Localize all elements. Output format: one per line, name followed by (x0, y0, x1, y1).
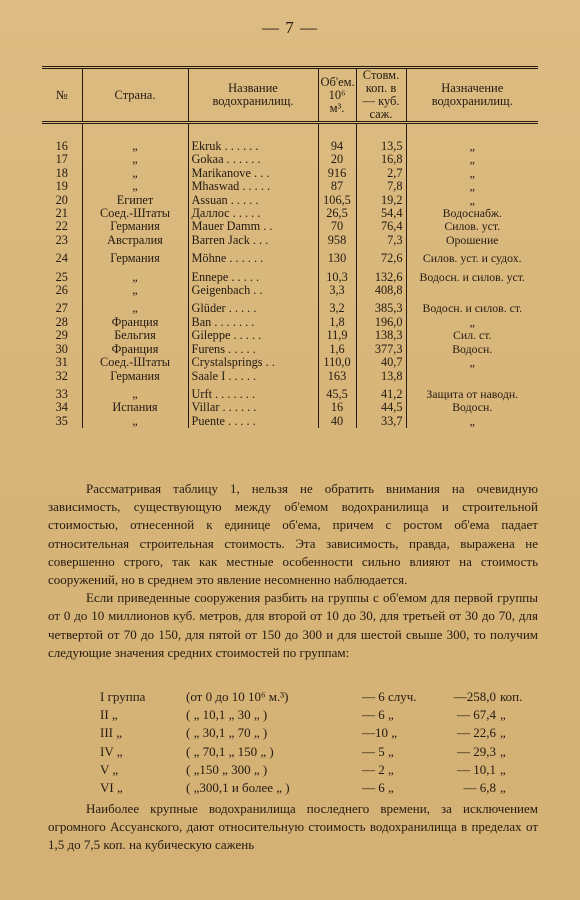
cell-country: „ (82, 415, 188, 428)
cell-num: 22 (55, 219, 68, 234)
cell-num: 23 (55, 232, 68, 247)
table-row (42, 343, 538, 356)
cell-cost: 138,3 (356, 329, 406, 342)
cell-cost: 385,3 (356, 302, 406, 315)
group-cost: — 10,1 (457, 761, 496, 777)
table-row (42, 167, 538, 180)
cell-volume: 163 (318, 370, 356, 383)
group-row (100, 724, 506, 742)
cell-num: 34 (55, 400, 68, 415)
cell-volume: 10,3 (318, 271, 356, 284)
group-range: ( „300,1 и более „ ) (186, 779, 290, 795)
cell-name: Furens . . . . . (188, 343, 318, 356)
paragraph-2: Если приведенные сооружения разбить на группы с об'емом для первой группы от 0 до 10 миллионов куб. метров, для второй от 10 до 30, для третьей от 30 до 70, для четвертой от 70 до 150, для пятой от 150 до 300 и для шестой свыше 300, то получим следующие значения средних стоимостей по группам: (48, 590, 538, 660)
cell-use: „ (406, 194, 538, 207)
cell-country: Египет (82, 194, 188, 207)
table-row (42, 415, 538, 428)
cell-num: 27 (55, 301, 68, 316)
cell-country: Соед.-Штаты (82, 356, 188, 369)
cell-use: Водосн. (406, 401, 538, 414)
cell-name: Villar . . . . . . (188, 401, 318, 414)
cell-name: Crystalsprings . . (188, 356, 318, 369)
page-number: — 7 — (262, 18, 318, 37)
table-spacer (42, 123, 538, 141)
cell-country: „ (82, 167, 188, 180)
cell-cost: 76,4 (356, 220, 406, 233)
cell-volume: 20 (318, 153, 356, 166)
group-roman: I группа (100, 689, 146, 704)
closing-text (48, 800, 538, 855)
cell-use: Защита от наводн. (406, 388, 538, 401)
cell-use: Силов. уст. и судох. (406, 252, 538, 265)
cell-use: „ (406, 415, 538, 428)
cell-cost: 377,3 (356, 343, 406, 356)
group-range: ( „ 10,1 „ 30 „ ) (186, 707, 268, 723)
group-roman: VI „ (100, 779, 123, 795)
table-row (42, 316, 538, 329)
header-cost: Стовм. коп. в — куб. саж. (356, 68, 406, 123)
group-cost: — 6,8 (463, 779, 496, 795)
group-cost: —258,0 (453, 689, 496, 704)
table-row (42, 140, 538, 153)
cell-cost: 54,4 (356, 207, 406, 220)
cell-name: Mauer Damm . . (188, 220, 318, 233)
cell-country: Соед.-Штаты (82, 207, 188, 220)
cell-country: Германия (82, 252, 188, 265)
cell-country: „ (82, 388, 188, 401)
table-row (42, 271, 538, 284)
cell-volume: 16 (318, 401, 356, 414)
cell-country: Германия (82, 370, 188, 383)
cell-num: 21 (55, 206, 68, 221)
header-country: Страна. (82, 68, 188, 123)
cell-name: Assuan . . . . . (188, 194, 318, 207)
cell-volume: 1,6 (318, 343, 356, 356)
group-roman: II „ (100, 707, 118, 723)
cell-use: „ (406, 153, 538, 166)
group-range: ( „ 30,1 „ 70 „ ) (186, 725, 268, 741)
group-range: ( „150 „ 300 „ ) (186, 761, 268, 777)
cell-country: Франция (82, 343, 188, 356)
cell-cost: 13,5 (356, 140, 406, 153)
cell-num: 17 (55, 152, 68, 167)
cell-country: Франция (82, 316, 188, 329)
cell-volume: 26,5 (318, 207, 356, 220)
cell-cost: 33,7 (356, 415, 406, 428)
cell-use: „ (406, 140, 538, 153)
cell-name: Marikanove . . . (188, 167, 318, 180)
cell-cost: 19,2 (356, 194, 406, 207)
table-row (42, 194, 538, 207)
cell-name: Möhne . . . . . . (188, 252, 318, 265)
group-row (100, 761, 506, 779)
cell-use (406, 284, 538, 297)
cell-cost: 196,0 (356, 316, 406, 329)
cell-volume: 916 (318, 167, 356, 180)
cell-use: „ (406, 180, 538, 193)
group-range: ( „ 70,1 „ 150 „ ) (186, 743, 274, 759)
cell-use: „ (406, 167, 538, 180)
cell-country: „ (82, 153, 188, 166)
cell-name: Puente . . . . . (188, 415, 318, 428)
cell-country: „ (82, 140, 188, 153)
group-range: (от 0 до 10 10⁶ м.³) (186, 689, 289, 704)
group-unit: коп. (500, 689, 523, 704)
group-roman: III „ (100, 725, 123, 741)
cell-name: Ekruk . . . . . . (188, 140, 318, 153)
table-row (42, 234, 538, 247)
table-row (42, 180, 538, 193)
group-unit: „ (500, 725, 506, 741)
table-row (42, 252, 538, 265)
cell-name: Ennepe . . . . . (188, 271, 318, 284)
cell-country: Германия (82, 220, 188, 233)
cell-volume: 110,0 (318, 356, 356, 369)
cell-cost: 44,5 (356, 401, 406, 414)
cell-use: „ (406, 356, 538, 369)
cell-country: „ (82, 302, 188, 315)
cell-use (406, 370, 538, 383)
group-row (100, 688, 523, 706)
cell-num: 35 (55, 413, 68, 428)
cell-cost: 72,6 (356, 252, 406, 265)
table-row (42, 329, 538, 342)
cell-volume: 87 (318, 180, 356, 193)
cell-use: Силов. уст. (406, 220, 538, 233)
table-header-row (42, 68, 538, 123)
cell-use: Водосн. и силов. уст. (406, 271, 538, 284)
cell-volume: 3,3 (318, 284, 356, 297)
group-roman: V „ (100, 761, 119, 777)
cell-num: 32 (55, 368, 68, 383)
table-row (42, 207, 538, 220)
cell-num: 18 (55, 165, 68, 180)
group-count: — 6 „ (362, 707, 394, 723)
cell-num: 30 (55, 341, 68, 356)
group-count: — 6 случ. (362, 689, 417, 704)
group-cost: — 67,4 (457, 707, 496, 723)
cell-country: Бельгия (82, 329, 188, 342)
header-volume: Об'ем. 10⁶ м³. (318, 68, 356, 123)
cell-volume: 106,5 (318, 194, 356, 207)
cell-name: Glüder . . . . . (188, 302, 318, 315)
table-body (42, 123, 538, 429)
group-unit: „ (500, 779, 506, 795)
header-use: Назначение водохранилищ. (406, 68, 538, 123)
group-cost: — 29,3 (457, 743, 496, 759)
table-row (42, 370, 538, 383)
cell-cost: 16,8 (356, 153, 406, 166)
cell-num: 26 (55, 283, 68, 298)
cell-num: 25 (55, 269, 68, 284)
cell-cost: 7,3 (356, 234, 406, 247)
table-row (42, 153, 538, 166)
group-count: — 5 „ (362, 743, 394, 759)
group-row (100, 743, 506, 761)
group-cost: — 22,6 (457, 725, 496, 741)
cell-cost: 13,8 (356, 370, 406, 383)
cell-use: Водосн. (406, 343, 538, 356)
cell-cost: 41,2 (356, 388, 406, 401)
cell-volume: 40 (318, 415, 356, 428)
cell-volume: 130 (318, 252, 356, 265)
cell-cost: 2,7 (356, 167, 406, 180)
cell-name: Barren Jack . . . (188, 234, 318, 247)
group-row (100, 706, 506, 724)
header-name: Название водохранилищ. (188, 68, 318, 123)
group-row (100, 779, 506, 797)
cell-num: 19 (55, 179, 68, 194)
cell-num: 29 (55, 328, 68, 343)
cell-volume: 11,9 (318, 329, 356, 342)
group-unit: „ (500, 743, 506, 759)
cell-use: Сил. ст. (406, 329, 538, 342)
table-row (42, 220, 538, 233)
cell-num: 28 (55, 314, 68, 329)
cell-num: 24 (55, 251, 68, 266)
paragraph-3: Наиболее крупные водохранилища последнего времени, за исключением огромного Ассуанского, дают относительную стоимость водохранилища в пределах от 1,5 до 7,5 коп. на кубическую сажень (48, 801, 538, 853)
cell-volume: 958 (318, 234, 356, 247)
cell-name: Geigenbach . . (188, 284, 318, 297)
cell-country: „ (82, 180, 188, 193)
cell-volume: 45,5 (318, 388, 356, 401)
cell-num: 33 (55, 386, 68, 401)
cell-country: „ (82, 284, 188, 297)
cell-use: „ (406, 316, 538, 329)
cell-name: Даллос . . . . . (188, 207, 318, 220)
cell-country: Испания (82, 401, 188, 414)
paragraph-1: Рассматривая таблицу 1, нельзя не обратить внимания на очевидную зависимость, существующую между об'емом водохранилища и строительной стоимостью, отнесенной к единице об'ема, причем с ростом об'ема падает относительная строительная стоимость. Эта зависимость, правда, выражена не совершенно строго, так как местные особенности сильно влияют на стоимость сооружений, но в среднем это явление несомненно наблюдается. (48, 481, 538, 588)
cell-name: Ban . . . . . . . (188, 316, 318, 329)
group-count: —10 „ (362, 725, 398, 741)
cell-volume: 1,8 (318, 316, 356, 329)
group-roman: IV „ (100, 743, 123, 759)
cell-num: 31 (55, 355, 68, 370)
cell-cost: 408,8 (356, 284, 406, 297)
cell-name: Gileppe . . . . . (188, 329, 318, 342)
cell-use: Водоснабж. (406, 207, 538, 220)
table-row (42, 356, 538, 369)
cell-cost: 132,6 (356, 271, 406, 284)
group-count: — 2 „ (362, 761, 394, 777)
cell-cost: 40,7 (356, 356, 406, 369)
table-row (42, 388, 538, 401)
cell-country: Австралия (82, 234, 188, 247)
cell-volume: 94 (318, 140, 356, 153)
cell-use: Орошение (406, 234, 538, 247)
group-unit: „ (500, 761, 506, 777)
group-unit: „ (500, 707, 506, 723)
cell-name: Saale I . . . . . (188, 370, 318, 383)
cell-country: „ (82, 271, 188, 284)
table-row (42, 284, 538, 297)
cell-num: 16 (55, 139, 68, 153)
group-count: — 6 „ (362, 779, 394, 795)
header-num: № (42, 68, 82, 123)
cell-cost: 7,8 (356, 180, 406, 193)
group-list (100, 688, 523, 797)
cell-volume: 70 (318, 220, 356, 233)
cell-name: Urft . . . . . . . (188, 388, 318, 401)
cell-name: Gokaa . . . . . . (188, 153, 318, 166)
cell-volume: 3,2 (318, 302, 356, 315)
table-row (42, 302, 538, 315)
cell-num: 20 (55, 192, 68, 207)
body-text (48, 480, 538, 662)
table-row (42, 401, 538, 414)
cell-name: Mhaswad . . . . . (188, 180, 318, 193)
cell-use: Водосн. и силов. ст. (406, 302, 538, 315)
reservoir-table (42, 66, 538, 428)
